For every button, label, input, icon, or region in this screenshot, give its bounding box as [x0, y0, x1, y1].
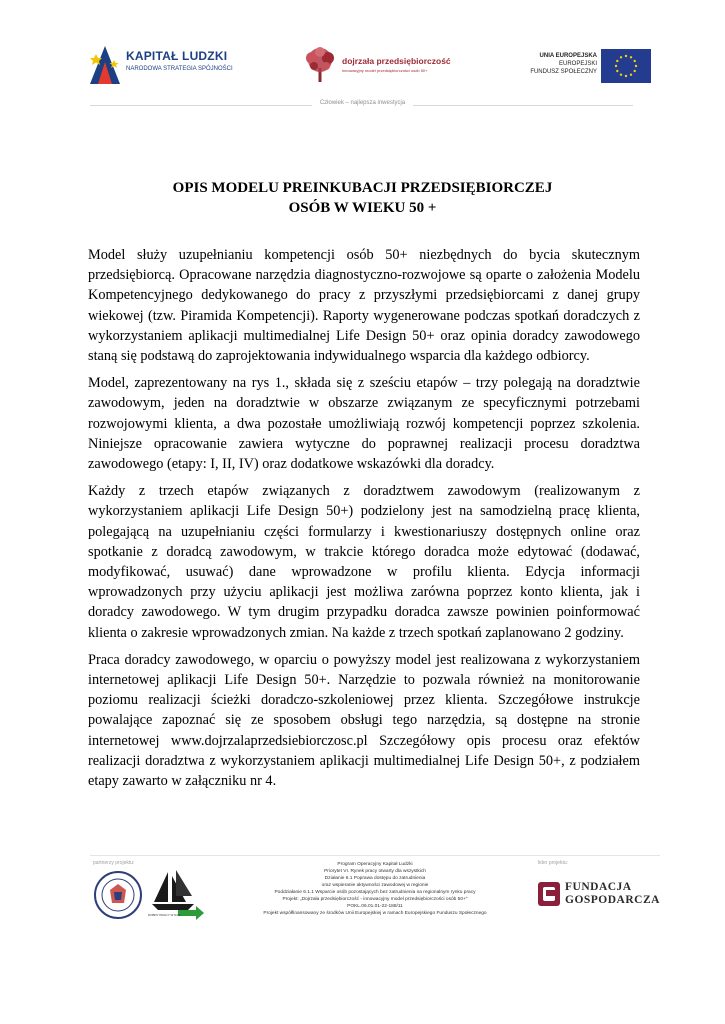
- kapital-ludzki-logo: [88, 44, 248, 86]
- kapital-ludzki-subtitle: NARODOWA STRATEGIA SPÓJNOŚCI: [126, 66, 233, 72]
- tree-icon: [300, 46, 340, 84]
- paragraph: Każdy z trzech etapów związanych z doradztwem zawodowym (realizowanym z wykorzystaniem aplikacji Life Design 50+) podzielony jest na samodzielną pracę klienta, polegającą na uzupełnianiu części formularzy i kwestionariuszy dostępnych online oraz spotkanie z doradcą zawodowym, w trakcie którego doradca może edytować (dodawać, modyfikować, usuwać) dane wprowadzone w profilu klienta. Edycja informacji wprowadzonych przy użyciu aplikacji jest możliwa zarówna poprzez konto klienta, jak i doradcy zawodowego. W tym drugim przypadku doradca zawsze powinien poinformować klienta o zakresie wprowadzonych zmian. Na każde z trzech spotkań zaplanowano 2 godziny.: [88, 483, 640, 641]
- kapital-ludzki-emblem-icon: [88, 44, 122, 86]
- ship-caption: DOBRY PRACY W NAS: [148, 913, 181, 917]
- partner-ship-logo: [148, 868, 206, 920]
- fundacja-gospodarcza-mark-icon: [538, 882, 560, 906]
- program-info: [230, 861, 520, 917]
- program-line: Poddziałanie 6.1.1 Wsparcie osób pozostających bez zatrudnienia na regionalnym rynku pracy: [274, 890, 476, 895]
- project-logo-title: dojrzała przedsiębiorczość: [342, 56, 451, 66]
- program-line: Działanie 6.1 Poprawa dostępu do zatrudnienia: [324, 876, 426, 881]
- eu-logo-text: [515, 52, 597, 76]
- project-logo-subtitle: innowacyjny model przedsiębiorczości osób 50+: [342, 68, 428, 73]
- eu-line-1: UNIA EUROPEJSKA: [539, 53, 597, 59]
- eu-line-2: EUROPEJSKI: [558, 61, 597, 67]
- fg-line-1: FUNDACJA: [565, 881, 632, 893]
- eu-logo: [515, 49, 651, 85]
- program-line: Projekt: „Dojrzała przedsiębiorczość - innowacyjny model przedsiębiorczości osób 50+": [282, 897, 468, 902]
- eu-line-3: FUNDUSZ SPOŁECZNY: [530, 69, 597, 75]
- fg-line-2: GOSPODARCZA: [565, 893, 660, 906]
- program-line: Program Operacyjny Kapitał Ludzki: [337, 862, 413, 867]
- paragraph: Model, zaprezentowany na rys 1., składa się z sześciu etapów – trzy polegają na doradztwie zawodowym, jeden na doradztwie w obszarze związanym ze specyficznymi potrzebami rozwojowymi klienta, a dwa pozostałe umożliwiają rozwój kompetencji poprzez szkolenia. Niniejsze opracowanie zawiera wytyczne do poprawnej realizacji procesu doradztwa zawodowego (etapy: I, II, IV) oraz dodatkowe wskazówki dla doradcy.: [88, 375, 640, 473]
- partners-label: partnerzy projektu:: [93, 860, 135, 866]
- fundacja-gospodarcza-logo: [538, 880, 668, 910]
- leader-label: lider projektu:: [538, 860, 569, 866]
- document-body: [88, 245, 640, 798]
- kapital-ludzki-title: KAPITAŁ LUDZKI: [126, 49, 228, 63]
- eu-flag-icon: [601, 49, 651, 83]
- header-motto: [0, 100, 725, 106]
- footer-divider: [90, 855, 660, 856]
- fundacja-gospodarcza-text: [565, 881, 660, 906]
- motto-text: Człowiek – najlepsza inwestycja: [312, 100, 413, 106]
- dojrzala-przedsiebiorczosc-logo: [300, 46, 465, 86]
- program-line: Priorytet VI. Rynek pracy otwarty dla wszystkich: [324, 869, 426, 874]
- program-line: oraz wspieranie aktywności zawodowej w regionie: [321, 883, 429, 888]
- page-header: [0, 0, 725, 125]
- title-line-1: OPIS MODELU PREINKUBACJI PRZEDSIĘBIORCZEJ: [172, 180, 553, 196]
- program-line: POKL.06.01.01-22-188/11: [347, 904, 403, 909]
- title-line-2: OSÓB W WIEKU 50 +: [288, 200, 437, 216]
- program-line: Projekt współfinansowany ze środków Unii Europejskiej w ramach Europejskiego Funduszu Społecznego: [263, 911, 487, 916]
- paragraph: Model służy uzupełnianiu kompetencji osób 50+ niezbędnych do bycia skutecznym przedsiębiorcą. Opracowane narzędzia diagnostyczno-rozwojowe są oparte o założenia Modelu Kompetencyjnego dedykowanego do pracy z przyszłymi przedsiębiorcami z danej grupy wiekowej (tzw. Piramida Kompetencji). Raporty wygenerowane podczas spotkań doradczych z wykorzystaniem aplikacji multimedialnej Life Design 50+ oraz opinia doradcy zawodowego staną się podstawą do zaprojektowania indywidualnego wsparcia dla każdego odbiorcy.: [88, 247, 640, 365]
- paragraph: Praca doradcy zawodowego, w oparciu o powyższy model jest realizowana z wykorzystaniem internetowej aplikacji Life Design 50+. Narzędzie to pozwala również na monitorowanie poziomu realizacji ścieżki doradczo-szkoleniowej przez klienta. Szczegółowe instrukcje powalające zapoznać się ze sposobem obsługi tego narzędzia, są dostępne na stronie internetowej www.dojrzalaprzedsiebiorczosc.pl Szczegółowy opis procesu oraz efektów realizacji doradztwa z wykorzystaniem aplikacji multimedialnej Life Design 50+, z podziałem etapy zawarto w załączniku nr 4.: [88, 651, 640, 790]
- document-title: [0, 178, 725, 218]
- university-seal-icon: [93, 870, 143, 920]
